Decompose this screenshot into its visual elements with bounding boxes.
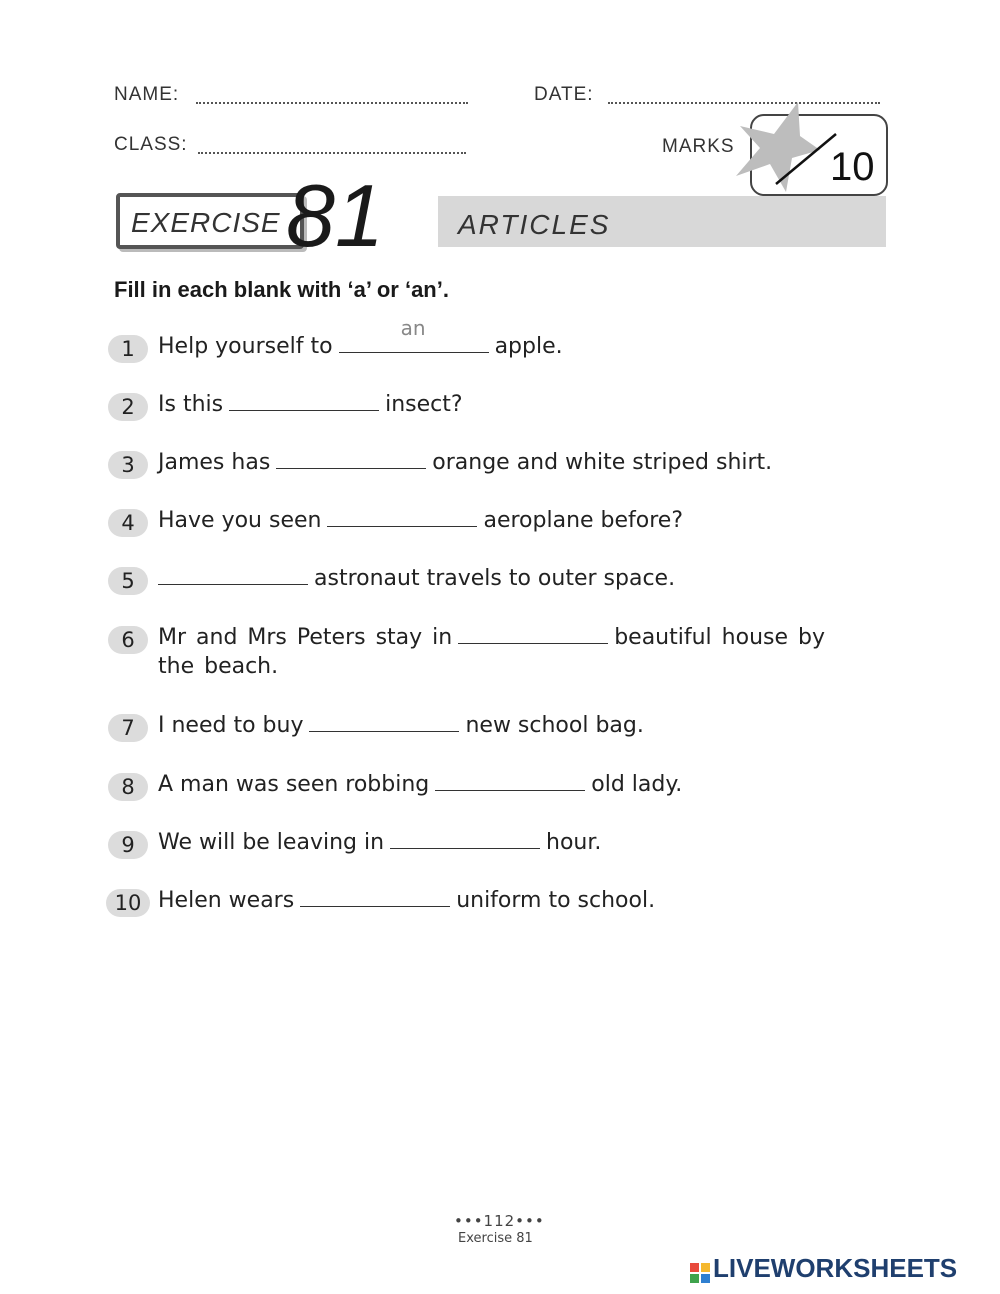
question-text-before: Mr and Mrs Peters stay in <box>158 625 453 650</box>
question-number: 2 <box>108 393 148 421</box>
question-number: 4 <box>108 509 148 537</box>
question-row <box>158 888 655 913</box>
class-label: CLASS: <box>114 134 188 155</box>
answer-blank[interactable] <box>309 713 459 732</box>
question-number: 5 <box>108 567 148 595</box>
topic-title: ARTICLES <box>458 209 611 240</box>
question-text-before: James has <box>158 450 271 475</box>
marks-total: 10 <box>830 145 875 189</box>
question-text-before: Help yourself to <box>158 334 333 359</box>
question-row <box>158 450 772 475</box>
question-row <box>158 508 683 533</box>
question-text-after: apple. <box>494 334 563 359</box>
question-number: 3 <box>108 451 148 479</box>
question-text-after: aeroplane before? <box>483 508 684 533</box>
question-text-line2: the beach. <box>158 654 279 679</box>
question-text-after: uniform to school. <box>456 888 656 913</box>
exercise-number: 81 <box>286 166 384 265</box>
question-number: 8 <box>108 773 148 801</box>
name-field[interactable] <box>196 102 468 104</box>
answer-blank[interactable] <box>327 508 477 527</box>
question-row <box>158 830 601 855</box>
page-number: •••112••• <box>454 1212 545 1230</box>
answer-blank[interactable] <box>435 772 585 791</box>
answer-text: an <box>400 316 426 340</box>
answer-blank[interactable] <box>339 316 489 353</box>
marks-label: MARKS <box>662 136 735 157</box>
name-label: NAME: <box>114 84 180 105</box>
answer-blank[interactable] <box>158 566 308 585</box>
question-text-after: old lady. <box>591 772 683 797</box>
question-number: 6 <box>108 626 148 654</box>
answer-blank[interactable] <box>276 450 426 469</box>
question-text-after: beautiful house by <box>614 625 825 650</box>
question-text-after: insect? <box>385 392 463 417</box>
exercise-label: EXERCISE <box>131 207 281 238</box>
question-number: 9 <box>108 831 148 859</box>
date-label: DATE: <box>534 84 594 105</box>
question-text-before: I need to buy <box>158 713 304 738</box>
question-number: 1 <box>108 335 148 363</box>
answer-blank[interactable] <box>390 830 540 849</box>
class-field[interactable] <box>198 152 466 154</box>
question-text-after: new school bag. <box>465 713 644 738</box>
question-row <box>158 713 644 738</box>
logo-icon <box>690 1263 710 1283</box>
question-text-after: astronaut travels to outer space. <box>314 566 676 591</box>
question-number: 10 <box>106 889 150 917</box>
liveworksheets-logo[interactable] <box>690 1253 957 1284</box>
answer-blank[interactable] <box>229 392 379 411</box>
logo-text: LIVEWORKSHEETS <box>713 1253 958 1283</box>
question-text-before: A man was seen robbing <box>158 772 430 797</box>
question-text-before: Helen wears <box>158 888 295 913</box>
question-row <box>158 316 563 359</box>
question-number: 7 <box>108 714 148 742</box>
instructions: Fill in each blank with ‘a’ or ‘an’. <box>114 277 449 302</box>
footer-exercise-label: Exercise 81 <box>458 1231 533 1246</box>
answer-blank[interactable] <box>458 625 608 644</box>
question-text-after: orange and white striped shirt. <box>432 450 773 475</box>
question-row <box>158 625 825 679</box>
question-text-after: hour. <box>546 830 602 855</box>
question-row <box>158 566 675 591</box>
question-text-before: Have you seen <box>158 508 322 533</box>
answer-blank[interactable] <box>300 888 450 907</box>
question-row <box>158 392 463 417</box>
question-text-before: We will be leaving in <box>158 830 385 855</box>
question-text-before: Is this <box>158 392 224 417</box>
question-row <box>158 772 682 797</box>
